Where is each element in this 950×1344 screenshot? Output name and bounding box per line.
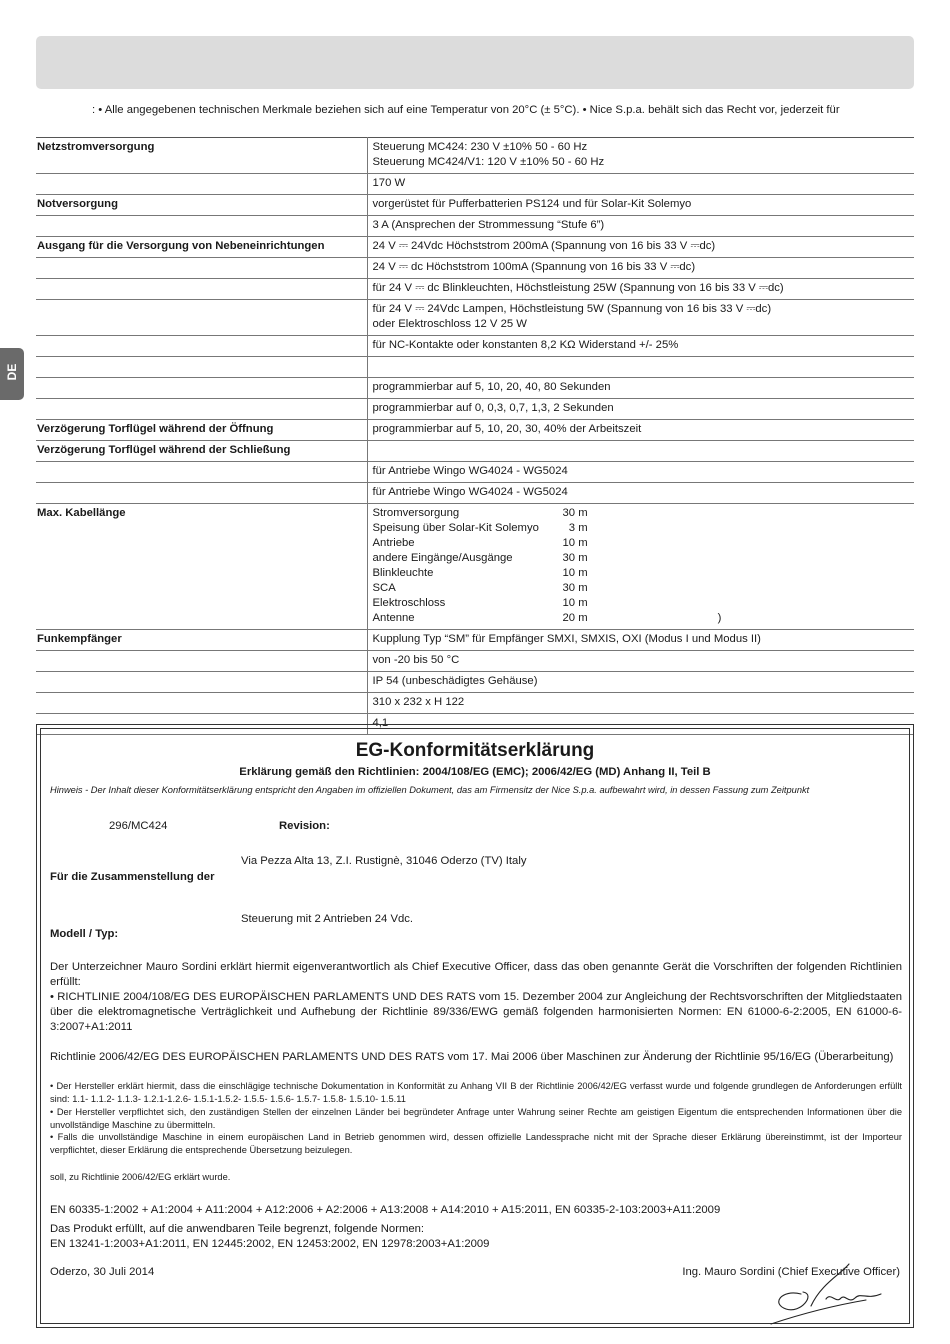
spec-row: [36, 216, 914, 237]
cable-length-list: [373, 506, 915, 626]
spec-value-line: oder Elektroschloss 12 V 25 W: [372, 318, 527, 330]
spec-value: [367, 630, 914, 651]
spec-value: [367, 378, 914, 399]
model-label: Modell / Typ:: [50, 928, 119, 940]
cable-name: Antriebe: [372, 537, 415, 549]
cable-length: 3 m: [562, 522, 588, 534]
cable-length: 10 m: [562, 597, 588, 609]
spec-value: [367, 237, 914, 258]
cable-name: Stromversorgung: [372, 507, 460, 519]
spec-value: [367, 357, 914, 378]
revision-label: Revision:: [279, 820, 330, 832]
spec-label: [36, 672, 367, 693]
spec-row: [36, 378, 914, 399]
spec-label: [36, 483, 367, 504]
spec-value: [367, 504, 914, 630]
spec-label: Verzögerung Torflügel während der Öffnung: [37, 423, 274, 435]
spec-row: [36, 630, 914, 651]
spec-label: [36, 216, 367, 237]
declaration-subtitle: Erklärung gemäß den Richtlinien: 2004/108/EG (EMC); 2006/42/EG (MD) Anhang II, Teil B: [239, 766, 711, 778]
machinery-note-3: • Falls die unvollständige Maschine in einem europäischen Land in Betrieb genommen wird, dessen offizielle Landessprache nicht mit der Sprache dieser Erklärung übereinstimmt, ist der Importeur verpflichtet, dieser Erklärung die entsprechende Übersetzung beizulegen.: [50, 1132, 902, 1155]
spec-label: Funkempfänger: [37, 633, 122, 645]
spec-value-line: für NC-Kontakte oder konstanten 8,2 KΩ Widerstand +/- 25%: [372, 339, 679, 351]
cable-length: 30 m: [562, 582, 588, 594]
spec-value: [367, 138, 914, 174]
header-bar: [36, 36, 914, 89]
standards-intro: Das Produkt erfüllt, auf die anwendbaren Teile begrenzt, folgende Normen:: [50, 1223, 425, 1235]
declaration-intro: Der Unterzeichner Mauro Sordini erklärt hiermit eigenverantwortlich als Chief Executive Officer, dass das oben genannte Gerät die Vorschriften der folgenden Richtlinien erfüllt:: [50, 961, 902, 988]
spec-label: [36, 693, 367, 714]
standards-list-2: EN 13241-1:2003+A1:2011, EN 12445:2002, EN 12453:2002, EN 12978:2003+A1:2009: [50, 1238, 490, 1250]
spec-label: [36, 399, 367, 420]
spec-value-line: für 24 V ⎓ dc Blinkleuchten, Höchstleistung 25W (Spannung von 16 bis 33 V ⎓dc): [372, 282, 784, 294]
spec-value: [367, 279, 914, 300]
language-tab: [0, 348, 24, 400]
spec-label: [36, 357, 367, 378]
spec-value-line: für Antriebe Wingo WG4024 - WG5024: [372, 486, 568, 498]
spec-value: [367, 420, 914, 441]
spec-value: [367, 483, 914, 504]
technical-specs-table: [36, 137, 914, 735]
antenna-suffix: ): [717, 612, 722, 624]
conformity-declaration: [36, 724, 914, 1328]
spec-value: [367, 216, 914, 237]
cable-name: SCA: [372, 582, 396, 594]
spec-label: Ausgang für die Versorgung von Nebeneinrichtungen: [37, 240, 325, 252]
cable-length: [562, 611, 722, 626]
spec-row: [36, 258, 914, 279]
spec-value: [367, 672, 914, 693]
spec-row: [36, 237, 914, 258]
spec-value-line: für 24 V ⎓ 24Vdc Lampen, Höchstleistung 5W (Spannung von 16 bis 33 V ⎓dc): [372, 303, 772, 315]
spec-row: [36, 279, 914, 300]
cable-name: Blinkleuchte: [372, 567, 434, 579]
spec-row: [36, 483, 914, 504]
spec-row: [36, 138, 914, 174]
spec-value-line: von -20 bis 50 °C: [372, 654, 460, 666]
spec-value-line: Steuerung MC424: 230 V ±10% 50 - 60 Hz: [372, 141, 588, 153]
spec-value-line: programmierbar auf 5, 10, 20, 40, 80 Sekunden: [372, 381, 611, 393]
spec-row: [36, 336, 914, 357]
spec-label: Netzstromversorgung: [37, 141, 155, 153]
spec-row: [36, 504, 914, 630]
spec-value-line: 3 A (Ansprechen der Strommessung “Stufe 6”): [372, 219, 605, 231]
spec-value-line: [373, 359, 915, 374]
spec-label: [36, 336, 367, 357]
spec-value-line: 170 W: [372, 177, 406, 189]
temperature-note: : • Alle angegebenen technischen Merkmale beziehen sich auf eine Temperatur von 20°C (± 5°C). • Nice S.p.a. behält sich das Recht vor, jederzeit für: [92, 104, 840, 116]
spec-row: [36, 357, 914, 378]
cable-length: 10 m: [562, 537, 588, 549]
emc-directive: • RICHTLINIE 2004/108/EG DES EUROPÄISCHEN PARLAMENTS UND DES RATS vom 15. Dezember 2004 zur Angleichung der Rechtsvorschriften der Mitgliedstaaten über die elektromagnetische Verträglichkeit und Aufhebung der Richtlinie 89/336/EWG gemäß folgenden harmonisierten Normen: EN 61000-6-2:2005, EN 61000-6-3:2007+A1:2011: [50, 991, 902, 1033]
manufacturer-address: Via Pezza Alta 13, Z.I. Rustignè, 31046 Oderzo (TV) Italy: [241, 855, 527, 867]
spec-row: [36, 300, 914, 336]
handwritten-signature: [741, 1254, 891, 1326]
cable-length-antenna: 20 m: [562, 612, 588, 624]
spec-label: [36, 174, 367, 195]
spec-value: [367, 258, 914, 279]
spec-value-line: Kupplung Typ “SM” für Empfänger SMXI, SMXIS, OXI (Modus I und Modus II): [372, 633, 761, 645]
spec-value: [367, 462, 914, 483]
spec-value: [367, 651, 914, 672]
spec-value-line: [373, 443, 915, 458]
spec-label: [36, 651, 367, 672]
cable-length: 10 m: [562, 567, 588, 579]
spec-row: [36, 672, 914, 693]
signatory: Ing. Mauro Sordini (Chief Executive Officer): [682, 1266, 900, 1278]
place-date: Oderzo, 30 Juli 2014: [50, 1266, 155, 1278]
spec-value: [367, 300, 914, 336]
compilation-label: Für die Zusammenstellung der: [50, 871, 215, 883]
spec-label: [36, 279, 367, 300]
spec-value: [367, 336, 914, 357]
spec-value-line: 24 V ⎓ dc Höchststrom 100mA (Spannung von 16 bis 33 V ⎓dc): [372, 261, 696, 273]
machinery-note-1: • Der Hersteller erklärt hiermit, dass die einschlägige technische Dokumentation in Konformität zu Anhang VII B der Richtlinie 2006/42/EG verfasst wurde und folgende grundlegen de Anforderungen erfüllt sind: 1.1- 1.1.2- 1.1.3- 1.2.1-1.2.6- 1.5.1-1.5.2- 1.5.5- 1.5.6- 1.5.7- 1.5.8- 1.5.10- 1.5.11: [50, 1081, 902, 1104]
spec-label: Notversorgung: [37, 198, 118, 210]
model-value: Steuerung mit 2 Antrieben 24 Vdc.: [241, 913, 414, 925]
cable-length: 30 m: [562, 507, 588, 519]
spec-label: [36, 300, 367, 336]
spec-label: Verzögerung Torflügel während der Schließung: [37, 444, 291, 456]
spec-value-line: für Antriebe Wingo WG4024 - WG5024: [372, 465, 568, 477]
spec-value-line: programmierbar auf 0, 0,3, 0,7, 1,3, 2 Sekunden: [372, 402, 614, 414]
spec-row: [36, 462, 914, 483]
declaration-inner-frame: [40, 728, 910, 1324]
spec-value-line: IP 54 (unbeschädigtes Gehäuse): [372, 675, 538, 687]
spec-value-line: 310 x 232 x H 122: [372, 696, 465, 708]
spec-value-line: Steuerung MC424/V1: 120 V ±10% 50 - 60 Hz: [372, 156, 605, 168]
spec-row: [36, 441, 914, 462]
spec-row: [36, 399, 914, 420]
spec-value: [367, 693, 914, 714]
cable-name: Speisung über Solar-Kit Solemyo: [372, 522, 539, 534]
spec-label: [36, 258, 367, 279]
spec-label: [36, 378, 367, 399]
spec-row: [36, 420, 914, 441]
language-tab-label: DE: [5, 363, 19, 381]
cable-name: Antenne: [372, 612, 415, 624]
machinery-directive: Richtlinie 2006/42/EG DES EUROPÄISCHEN PARLAMENTS UND DES RATS vom 17. Mai 2006 über Maschinen zur Änderung der Richtlinie 95/16/EG (Überarbeitung): [50, 1051, 894, 1063]
cable-name: andere Eingänge/Ausgänge: [372, 552, 513, 564]
spec-value: [367, 399, 914, 420]
spec-value-line: programmierbar auf 5, 10, 20, 30, 40% der Arbeitszeit: [372, 423, 642, 435]
spec-row: [36, 693, 914, 714]
spec-value-line: 24 V ⎓ 24Vdc Höchststrom 200mA (Spannung von 16 bis 33 V ⎓dc): [372, 240, 716, 252]
declaration-hint: Hinweis - Der Inhalt dieser Konformitätserklärung entspricht den Angaben im offiziellen Dokument, das am Firmensitz der Nice S.p.a. aufbewahrt wird, in dessen Fassung zum Zeitpunkt: [50, 785, 810, 795]
machinery-note-2: • Der Hersteller verpflichtet sich, den zuständigen Stellen der einzelnen Länder bei begründeter Anfrage unter Wahrung seiner Rechte am geistigen Eigentum die entsprechenden Informationen über die unvollständige Maschine zu übermitteln.: [50, 1107, 902, 1130]
machinery-note-4: soll, zu Richtlinie 2006/42/EG erklärt wurde.: [50, 1172, 231, 1182]
spec-row: [36, 174, 914, 195]
spec-value: [367, 195, 914, 216]
spec-value: [367, 174, 914, 195]
spec-row: [36, 195, 914, 216]
spec-value: [367, 441, 914, 462]
declaration-title: EG-Konformitätserklärung: [355, 740, 595, 761]
spec-row: [36, 651, 914, 672]
declaration-number: 296/MC424: [109, 820, 168, 832]
standards-list-1: EN 60335-1:2002 + A1:2004 + A11:2004 + A12:2006 + A2:2006 + A13:2008 + A14:2010 + A15:2011, EN 60335-2-103:2003+A11:2009: [50, 1204, 721, 1216]
spec-value-line: vorgerüstet für Pufferbatterien PS124 und für Solar-Kit Solemyo: [372, 198, 692, 210]
cable-length: 30 m: [562, 552, 588, 564]
spec-value-line: 4,1: [372, 717, 389, 729]
spec-label: Max. Kabellänge: [37, 507, 126, 519]
cable-name: Elektroschloss: [372, 597, 446, 609]
spec-label: [36, 462, 367, 483]
